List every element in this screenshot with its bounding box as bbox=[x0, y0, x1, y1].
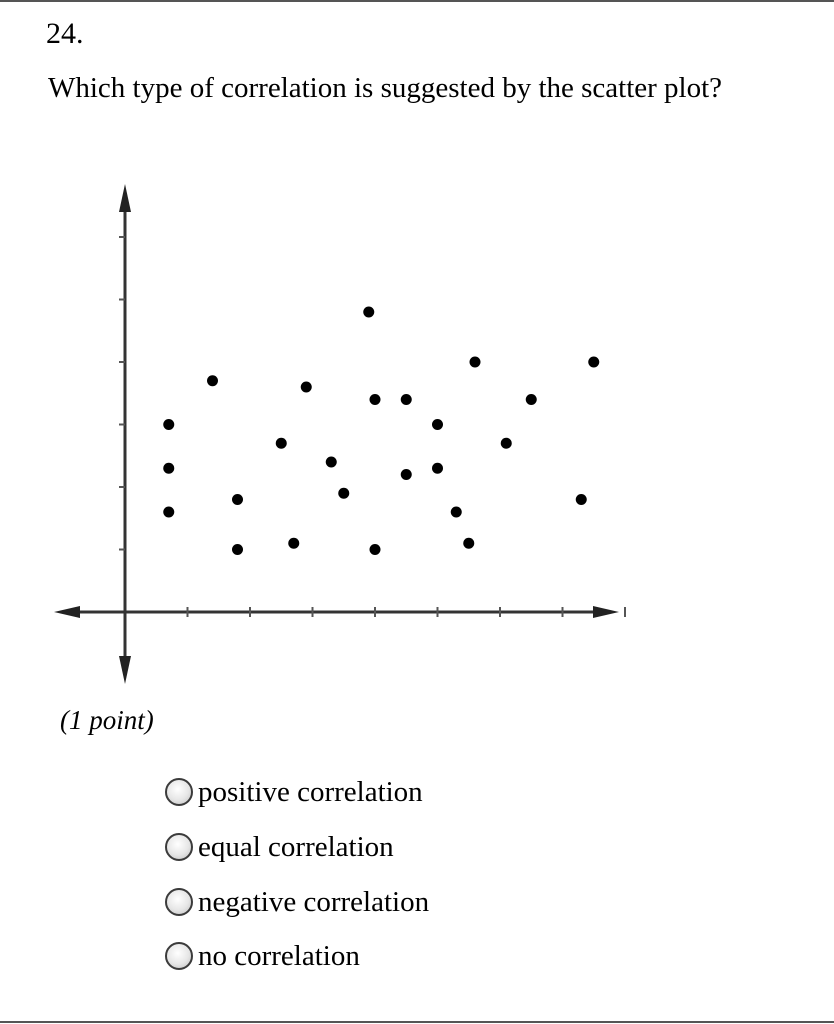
scatter-point bbox=[163, 463, 174, 474]
scatter-point bbox=[232, 544, 243, 555]
scatter-point bbox=[588, 357, 599, 368]
plot-axes bbox=[54, 184, 619, 684]
scatter-point bbox=[451, 507, 462, 518]
scatter-point bbox=[301, 382, 312, 393]
scatter-point bbox=[288, 538, 299, 549]
scatter-point bbox=[363, 307, 374, 318]
scatter-point bbox=[163, 419, 174, 430]
scatter-point bbox=[232, 494, 243, 505]
bottom-border bbox=[0, 1021, 834, 1023]
y-axis-up-arrow bbox=[119, 184, 131, 212]
scatter-point bbox=[370, 394, 381, 405]
scatter-point bbox=[470, 357, 481, 368]
option-label: no correlation bbox=[198, 940, 360, 972]
y-axis-down-arrow bbox=[119, 656, 131, 684]
scatter-point bbox=[576, 494, 587, 505]
radio-button-icon[interactable] bbox=[165, 888, 193, 916]
option-negative-correlation[interactable] bbox=[165, 885, 429, 919]
scatter-point bbox=[338, 488, 349, 499]
option-label: positive correlation bbox=[198, 776, 423, 808]
scatter-point bbox=[401, 469, 412, 480]
question-text: Which type of correlation is suggested by the scatter plot? bbox=[48, 72, 723, 104]
scatter-point bbox=[401, 394, 412, 405]
option-label: equal correlation bbox=[198, 831, 394, 863]
point-value: (1 point) bbox=[60, 705, 154, 735]
radio-button-icon[interactable] bbox=[165, 942, 193, 970]
question-number: 24. bbox=[46, 17, 84, 50]
radio-button-icon[interactable] bbox=[165, 778, 193, 806]
option-no-correlation[interactable] bbox=[165, 939, 360, 973]
radio-button-icon[interactable] bbox=[165, 833, 193, 861]
x-axis-right-arrow bbox=[593, 606, 619, 618]
scatter-point bbox=[526, 394, 537, 405]
scatter-point bbox=[163, 507, 174, 518]
scatter-point bbox=[326, 457, 337, 468]
scatter-point bbox=[432, 419, 443, 430]
scatter-point bbox=[501, 438, 512, 449]
scatter-point bbox=[207, 375, 218, 386]
plot-points bbox=[163, 307, 599, 556]
option-equal-correlation[interactable] bbox=[165, 830, 394, 864]
plot-ticks bbox=[119, 237, 625, 617]
x-axis-left-arrow bbox=[54, 606, 80, 618]
option-label: negative correlation bbox=[198, 886, 430, 918]
scatter-point bbox=[463, 538, 474, 549]
scatter-point bbox=[432, 463, 443, 474]
scatter-point bbox=[276, 438, 287, 449]
scatter-point bbox=[370, 544, 381, 555]
option-positive-correlation[interactable] bbox=[165, 775, 423, 809]
